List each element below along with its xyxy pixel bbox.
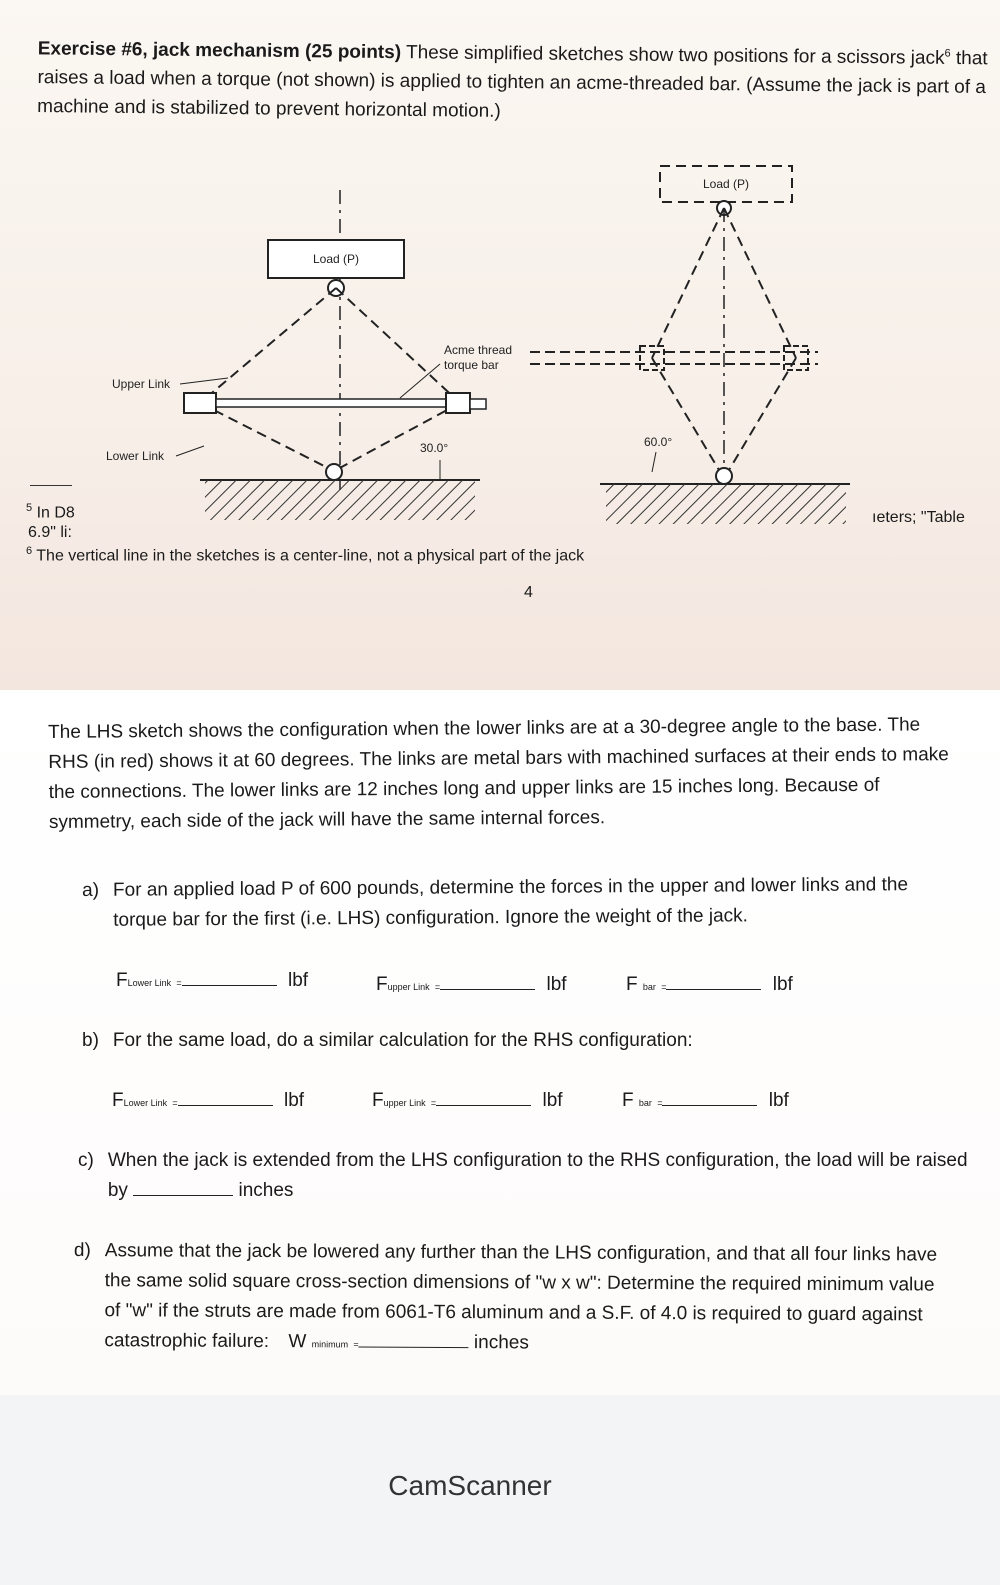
answer-a-lower bbox=[116, 966, 308, 998]
equals-sign: = bbox=[661, 982, 667, 992]
rhs-ground-hatch bbox=[606, 484, 846, 524]
rhs-angle-leader bbox=[652, 452, 656, 472]
answer-b-lower-blank[interactable] bbox=[178, 1091, 273, 1106]
question-d bbox=[73, 1236, 954, 1363]
footnote-5-mark: 5 bbox=[26, 502, 33, 514]
footnote-5-right: ıeters; "Table bbox=[872, 509, 965, 526]
question-d-label: d) bbox=[73, 1240, 91, 1262]
intro-text-2: that raises a load when a torque (not shown) is applied to tighten an acme-threaded bar. (Assume the jack is part of a machine and is stabilized to prevent horizontal motion.) bbox=[37, 47, 988, 123]
answer-d-blank[interactable] bbox=[359, 1332, 469, 1348]
rhs-upper-link-left bbox=[652, 208, 724, 358]
footnote-6-text: The vertical line in the sketches is a center-line, not a physical part of the jack bbox=[36, 547, 585, 565]
lhs-upper-link-label: Upper Link bbox=[112, 377, 171, 391]
exercise-intro bbox=[37, 30, 988, 131]
exercise-title: Exercise #6, jack mechanism (25 points) bbox=[37, 38, 402, 64]
question-c bbox=[78, 1146, 968, 1206]
equals-sign: = bbox=[430, 1098, 437, 1108]
answer-b-bar bbox=[622, 1086, 789, 1118]
rhs-lower-link-left bbox=[652, 358, 722, 475]
lhs-angle-label: 30.0° bbox=[420, 441, 449, 455]
lhs-bar-end bbox=[470, 399, 486, 409]
lhs-bar-leader bbox=[400, 364, 440, 398]
equals-sign: = bbox=[657, 1098, 663, 1108]
f-symbol: F bbox=[376, 974, 388, 995]
unit-lbf: lbf bbox=[287, 970, 309, 991]
question-d-text: Assume that the jack be lowered any further than the LHS configuration, and that all four links have the same solid square cross-section dimensions of "w x w": Determine the required minimum value of "w" if the struts are made from 6061-T6 aluminum and a S.F. of 4.0 is required to guard against catastrophic failure: bbox=[104, 1240, 938, 1353]
rhs-lower-link-right bbox=[726, 358, 796, 475]
lhs-bottom-pin bbox=[326, 464, 342, 480]
question-a-text: For an applied load P of 600 pounds, determine the forces in the upper and lower links and the torque bar for the first (i.e. LHS) configuration. Ignore the weight of the jack. bbox=[112, 874, 909, 931]
w-symbol: W bbox=[288, 1331, 307, 1353]
jack-diagram bbox=[0, 150, 1000, 550]
f-symbol: F bbox=[112, 1090, 124, 1111]
unit-lbf: lbf bbox=[542, 1090, 563, 1111]
question-c-text: When the jack is extended from the LHS configuration to the RHS configuration, the load will be raised by bbox=[107, 1150, 968, 1201]
lhs-left-block bbox=[184, 393, 216, 413]
page-number: 4 bbox=[524, 584, 533, 601]
answer-a-lower-blank[interactable] bbox=[182, 971, 277, 986]
answer-b-upper-blank[interactable] bbox=[436, 1091, 531, 1106]
unit-lbf: lbf bbox=[546, 974, 567, 995]
lhs-right-block bbox=[446, 393, 470, 413]
question-a bbox=[82, 870, 962, 936]
f-symbol: F bbox=[116, 970, 128, 991]
answer-a-upper bbox=[376, 970, 567, 1002]
lhs-upper-link-left bbox=[200, 288, 336, 403]
answer-c-blank[interactable] bbox=[133, 1181, 233, 1196]
answer-b-upper bbox=[372, 1086, 563, 1118]
unit-inches: inches bbox=[473, 1332, 529, 1354]
footnote-6-mark: 6 bbox=[26, 545, 33, 557]
question-d-body bbox=[104, 1236, 954, 1362]
camscanner-watermark: CamScanner bbox=[388, 1470, 552, 1501]
footnote-rule bbox=[30, 485, 72, 486]
lhs-ground-hatch bbox=[205, 480, 475, 520]
rhs-upper-link-right bbox=[724, 208, 796, 358]
lhs-bar-label-1: Acme thread bbox=[444, 343, 513, 357]
rhs-angle-label: 60.0° bbox=[644, 435, 673, 449]
answer-a-bar bbox=[626, 970, 793, 1002]
answer-a-upper-blank[interactable] bbox=[440, 975, 535, 990]
unit-lbf: lbf bbox=[772, 974, 793, 995]
answer-a-bar-blank[interactable] bbox=[666, 975, 761, 990]
f-symbol: F bbox=[626, 974, 638, 995]
rhs-jack-sketch bbox=[530, 166, 850, 524]
rhs-bottom-pin bbox=[716, 468, 732, 484]
equals-sign: = bbox=[353, 1339, 359, 1350]
lower-link-subscript: Lower Link bbox=[123, 1098, 168, 1108]
question-b bbox=[82, 1026, 962, 1056]
question-c-label: c) bbox=[78, 1150, 94, 1171]
upper-link-subscript: upper Link bbox=[383, 1098, 426, 1108]
lhs-lower-link-leader bbox=[176, 446, 204, 456]
answer-b-bar-blank[interactable] bbox=[662, 1091, 757, 1106]
lhs-upper-link-right bbox=[336, 288, 460, 403]
upper-link-subscript: upper Link bbox=[387, 982, 430, 992]
lower-link-subscript: Lower Link bbox=[127, 978, 172, 988]
question-b-label: b) bbox=[82, 1030, 99, 1051]
bar-subscript: bar bbox=[642, 982, 656, 992]
intro-text-1: These simplified sketches show two positions for a scissors jack bbox=[400, 42, 945, 69]
lhs-lower-link-left bbox=[200, 403, 332, 470]
lhs-upper-link-leader bbox=[180, 378, 228, 384]
question-b-text: For the same load, do a similar calculation for the RHS configuration: bbox=[112, 1030, 693, 1051]
unit-inches: inches bbox=[238, 1180, 294, 1201]
w-min-subscript: minimum bbox=[311, 1339, 349, 1350]
equals-sign: = bbox=[176, 978, 182, 988]
answer-b-lower bbox=[112, 1086, 304, 1118]
question-a-label: a) bbox=[82, 879, 100, 901]
unit-lbf: lbf bbox=[768, 1090, 789, 1111]
footnote-5-text: In D8 bbox=[36, 504, 75, 522]
body-paragraph: The LHS sketch shows the configuration when the lower links are at a 30-degree angle to the base. The RHS (in red) shows it at 60 degrees. The links are metal bars with machined surfaces at their ends to make the connections. The lower links are 12 inches long and upper links are 15 inches long. Because of symmetry, each side of the jack will have the same internal forces. bbox=[48, 714, 949, 833]
lhs-torque-bar[interactable] bbox=[216, 399, 460, 407]
lhs-lower-link-label: Lower Link bbox=[106, 449, 165, 463]
bar-subscript: bar bbox=[638, 1098, 652, 1108]
equals-sign: = bbox=[172, 1098, 178, 1108]
rhs-load-label: Load (P) bbox=[702, 177, 750, 191]
lhs-load-label: Load (P) bbox=[312, 252, 360, 266]
footnote-5-left bbox=[26, 502, 75, 522]
lhs-lower-link-right bbox=[336, 403, 460, 470]
footnote-6 bbox=[26, 545, 584, 565]
lhs-jack-sketch bbox=[106, 190, 512, 520]
lhs-bar-label-2: torque bar bbox=[444, 358, 499, 372]
equals-sign: = bbox=[434, 982, 441, 992]
question-c-body bbox=[108, 1146, 968, 1206]
footnote-ref-6: 6 bbox=[944, 47, 951, 60]
footnote-5-line2: 6.9" li: bbox=[28, 524, 72, 541]
unit-lbf: lbf bbox=[283, 1090, 305, 1111]
f-symbol: F bbox=[372, 1090, 384, 1111]
f-symbol: F bbox=[622, 1090, 634, 1111]
